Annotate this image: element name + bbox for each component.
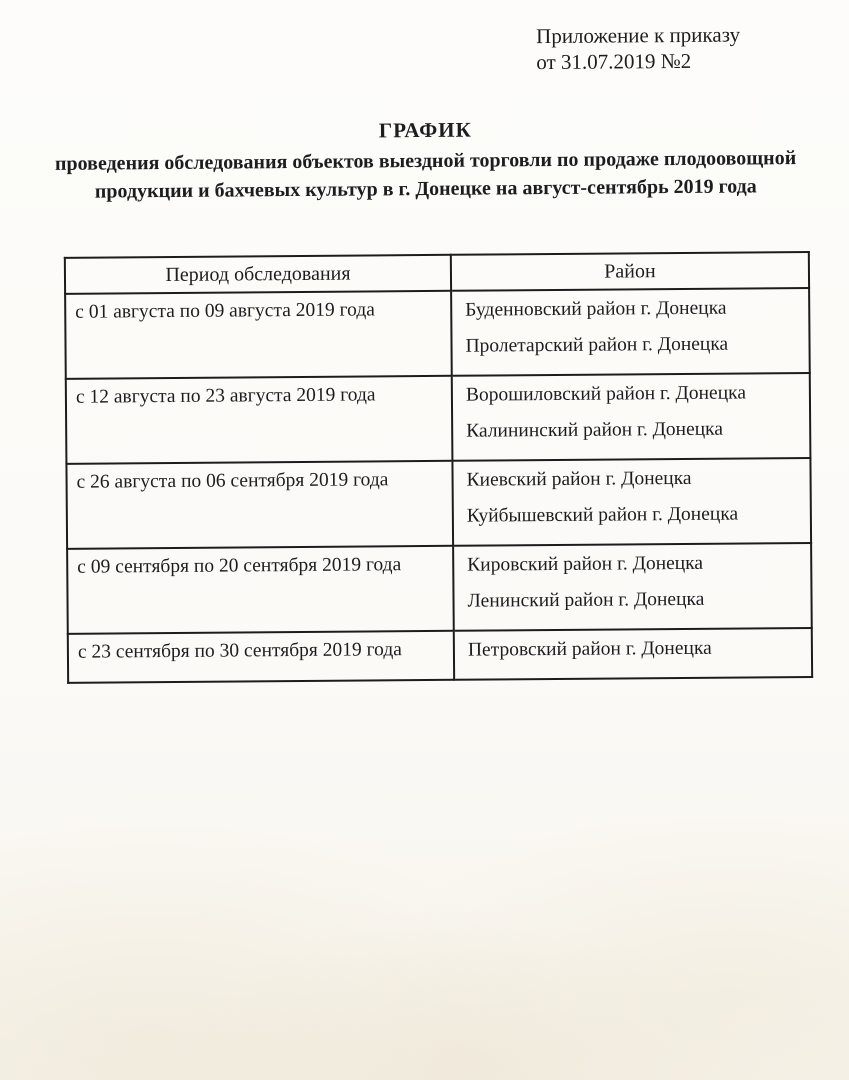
district-line: Киевский район г. Донецка xyxy=(466,467,692,491)
district-cell xyxy=(454,628,812,680)
district-line: Петровский район г. Донецка xyxy=(467,637,712,661)
district-cell xyxy=(451,288,810,376)
document-content xyxy=(0,21,849,685)
district-line: Калининский район г. Донецка xyxy=(466,418,724,442)
period-cell: с 12 августа по 23 августа 2019 года xyxy=(66,376,453,464)
district-line: Куйбышевский район г. Донецка xyxy=(466,503,739,527)
period-cell: с 23 сентября по 30 сентября 2019 года xyxy=(68,631,454,683)
document-subtitle xyxy=(1,144,849,207)
district-line: Ленинский район г. Донецка xyxy=(467,588,705,612)
corner-note xyxy=(536,21,849,75)
subtitle-line2: продукции и бахчевых культур в г. Донецке на август-сентябрь 2019 года xyxy=(94,175,757,203)
district-cell xyxy=(452,373,811,461)
corner-note-line2: от 31.07.2019 №2 xyxy=(536,48,692,75)
period-cell: с 26 августа по 06 сентября 2019 года xyxy=(66,461,453,549)
column-header-district: Район xyxy=(451,252,809,291)
district-line: Кировский район г. Донецка xyxy=(467,552,704,576)
period-cell: с 01 августа по 09 августа 2019 года xyxy=(65,291,452,379)
column-header-period: Период обследования xyxy=(65,255,451,294)
schedule-table xyxy=(64,251,813,684)
subtitle-line1: проведения обследования объектов выездной торговли по продаже плодоовощной xyxy=(54,147,797,175)
table-row xyxy=(66,458,811,549)
period-cell: с 09 сентября по 20 сентября 2019 года xyxy=(67,546,454,634)
district-line: Пролетарский район г. Донецка xyxy=(465,333,729,357)
table-header-row xyxy=(65,252,809,294)
district-cell xyxy=(453,543,812,631)
district-cell xyxy=(452,458,811,546)
table-row xyxy=(66,373,811,464)
district-line: Ворошиловский район г. Донецка xyxy=(465,382,747,406)
district-line: Буденновский район г. Донецка xyxy=(465,297,727,321)
table-row xyxy=(68,628,812,683)
table-row xyxy=(67,543,812,634)
document-title: ГРАФИК xyxy=(378,117,472,143)
corner-note-line1: Приложение к приказу xyxy=(536,22,741,49)
table-row xyxy=(65,288,810,379)
